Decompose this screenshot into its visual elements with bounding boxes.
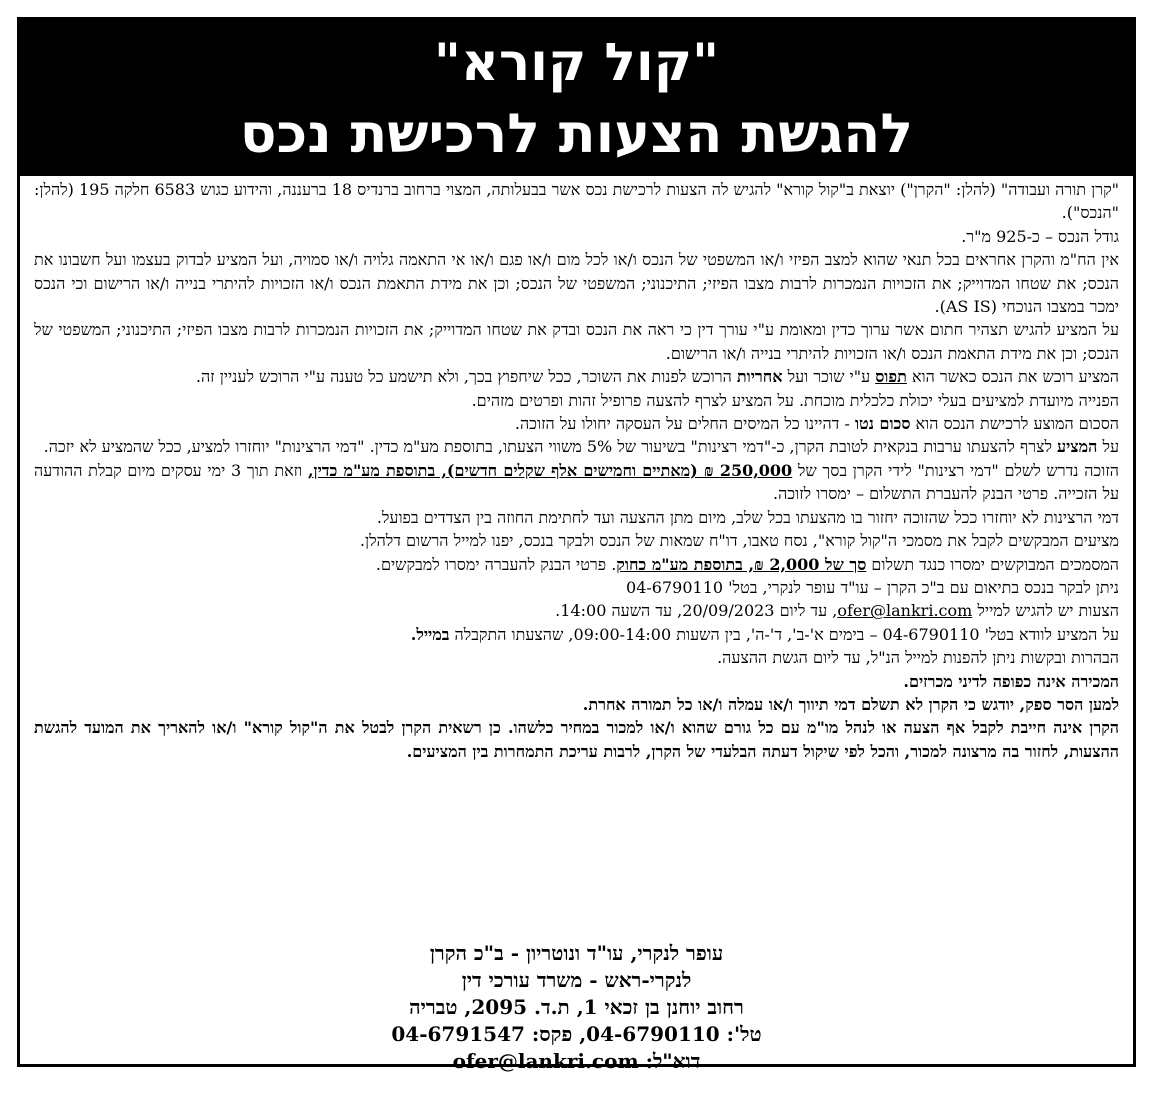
paragraph-occupied [34, 365, 1119, 388]
text: המסמכים המבוקשים ימסרו כנגד תשלום [866, 554, 1119, 574]
text-bidder: המציע [1057, 437, 1098, 457]
notice-subtitle: להגשת הצעות לרכישת נכס [239, 102, 914, 165]
paragraph-audience: הפנייה מיועדת למציעים בעלי יכולת כלכלית מוכחת. על המציע לצרף להצעה פרופיל זהות ופרטים מזהים. [471, 390, 1119, 410]
text: הרוכש לפנות את השוכר, ככל שיחפוץ בכך, ולא תישמע כל טענה ע"י הרוכש לעניין זה. [195, 367, 737, 387]
paragraph-intro: "קרן תורה ועבודה" (להלן: "הקרן") יוצאת ב"קול קורא" להגיש לה הצעות לרכישת נכס אשר בבעלותה, המצוי ברחוב ברנדיס 18 ברעננה, והידוע כגוש 6583 חלקה 195 (להלן: "הנכס"). [34, 180, 1120, 223]
paragraph-affidavit: על המציע להגיש תצהיר חתום אשר ערוך כדין ומאומת ע"י עורך דין כי ראה את הנכס ובדק את שטחו המדוייק; את הזכויות הנמכרות לרבות מצבו הפיזי; התיכנוני; המשפטי של הנכס; וכן את מידת התאמת הנכס ו/או הזכויות להיתרי בנייה ו/או הרישום. [34, 320, 1119, 363]
paragraph-confirm [34, 623, 1119, 646]
signature-email: דוא"ל: ofer@lankri.com [452, 1049, 701, 1073]
notice-frame [17, 17, 1136, 1073]
text-deposit-amount: 250,000 ₪ (מאתיים וחמישים אלף שקלים חדשים), בתוספת מע"מ כדין, [307, 460, 793, 480]
paragraph-rights: הקרן אינה חייבת לקבל אף הצעה או לנהל מו"מ עם כל גורם שהוא ו/או למכור במחיר כלשהו. כן רשאית הקרן לבטל את ה"קול קורא" ו/או להאריך את המועד להגשת ההצעות, לחזור בה מרצונה למכור, והכל לפי שיקול דעתה הבלעדי של הקרן, לרבות עריכת התמחרות בין המציעים. [34, 718, 1119, 761]
notice-header [20, 20, 1133, 176]
email-link[interactable]: ofer@lankri.com [837, 601, 973, 621]
paragraph-deposit [34, 459, 1119, 506]
text-responsibility: אחריות [736, 367, 783, 387]
signature-firm: לנקרי-ראש - משרד עורכי דין [461, 968, 692, 992]
text: על המציע לוודא בטל' 04-6790110 – בימים א'-ב', ד'-ה', בין השעות 09:00-14:00, שהצעתו התקבלה [449, 624, 1119, 644]
text: , עד ליום 20/09/2023, עד השעה 14:00. [555, 601, 838, 621]
notice-title: "קול קורא" [433, 33, 720, 93]
notice-body [34, 178, 1119, 763]
signature-address: רחוב יוחנן בן זכאי 1, ת.ד. 2095, טבריה [409, 995, 744, 1019]
signature-block [20, 940, 1133, 1075]
text: הסכום המוצע לרכישת הנכס הוא [910, 414, 1119, 434]
text: . פרטי הבנק להעברה ימסרו למבקשים. [375, 554, 617, 574]
text: המציע רוכש את הנכס כאשר הוא [906, 367, 1119, 387]
paragraph-guarantee [34, 435, 1119, 458]
paragraph-documents: מציעים המבקשים לקבל את מסמכי ה"קול קורא", נסח טאבו, דו"ח שמאות של הנכס ולבקר בנכס, יפנו למייל הרשום דלהלן. [359, 531, 1119, 551]
paragraph-net-amount [34, 412, 1119, 435]
paragraph-no-refund: דמי הרצינות לא יוחזרו ככל שהזוכה יחזור בו מהצעתו בכל שלב, מיום מתן ההצעה ועד לחתימת החוזה בין הצדדים בפועל. [376, 507, 1119, 527]
paragraph-visit: ניתן לבקר בנכס בתיאום עם ב"כ הקרן – עו"ד עופר לנקרי, בטל' 04-6790110 [626, 577, 1119, 597]
signature-name: עופר לנקרי, עו"ד ונוטריון - ב"כ הקרן [429, 941, 724, 965]
paragraph-liability: אין הח"מ והקרן אחראים בכל תנאי שהוא למצב הפיזי ו/או המשפטי של הנכס ו/או לכל מום ו/או פגם ו/או אי התאמה גלויה ו/או סמויה, ועל המציע לבדוק בעצמו ועל חשבונו את הנכס; את שטחו המדוייק; את הזכויות הנמכרות לרבות מצבו הפיזי; התיכנוני; המשפטי של הנכס; וכן את מידת התאמת הנכס ו/או הזכויות להיתרי בנייה ו/או הרישום וכי הנכס ימכר במצבו הנוכחי (AS IS). [34, 250, 1120, 317]
text: על [1097, 437, 1119, 457]
paragraph-submission [34, 599, 1119, 622]
text-fee-amount: סך של 2,000 ₪, בתוספת מע"מ כחוק [616, 554, 867, 574]
paragraph-no-brokerage: למען הסר ספק, יודגש כי הקרן לא תשלם דמי תיווך ו/או עמלה ו/או כל תמורה אחרת. [582, 694, 1119, 714]
paragraph-documents-fee [34, 553, 1119, 576]
text-by-mail: במייל. [410, 624, 450, 644]
text: הזוכה נדרש לשלם "דמי רצינות" לידי הקרן בסך של [792, 460, 1119, 480]
signature-phone: טל': 04-6790110, פקס: 04-6791547 [391, 1022, 762, 1046]
text: וזאת תוך 3 ימי עסקים מיום קבלת ההודעה על הזכייה. פרטי הבנק להעברת התשלום – ימסרו לזוכה. [34, 460, 1119, 504]
text-net: סכום נטו [854, 414, 911, 434]
text: לצרף להצעתו ערבות בנקאית לטובת הקרן, כ-"דמי רצינות" בשיעור של 5% משווי הצעתו, בתוספת מע"מ כדין. "דמי הרצינות" יוחזרו למציע, ככל שהמציע לא יזכה. [43, 437, 1058, 457]
paragraph-not-tender: המכירה אינה כפופה לדיני מכרזים. [903, 671, 1119, 691]
text: ע"י שוכר ועל [782, 367, 876, 387]
text: - דהיינו כל המיסים החלים על העסקה יחולו על הזוכה. [514, 414, 855, 434]
text-occupied: תפוס [875, 367, 907, 387]
text: הצעות יש להגיש למייל [972, 601, 1119, 621]
paragraph-size: גודל הנכס – כ-925 מ"ר. [961, 226, 1119, 246]
paragraph-clarifications: הבהרות ובקשות ניתן להפנות למייל הנ"ל, עד ליום הגשת ההצעה. [717, 648, 1119, 668]
